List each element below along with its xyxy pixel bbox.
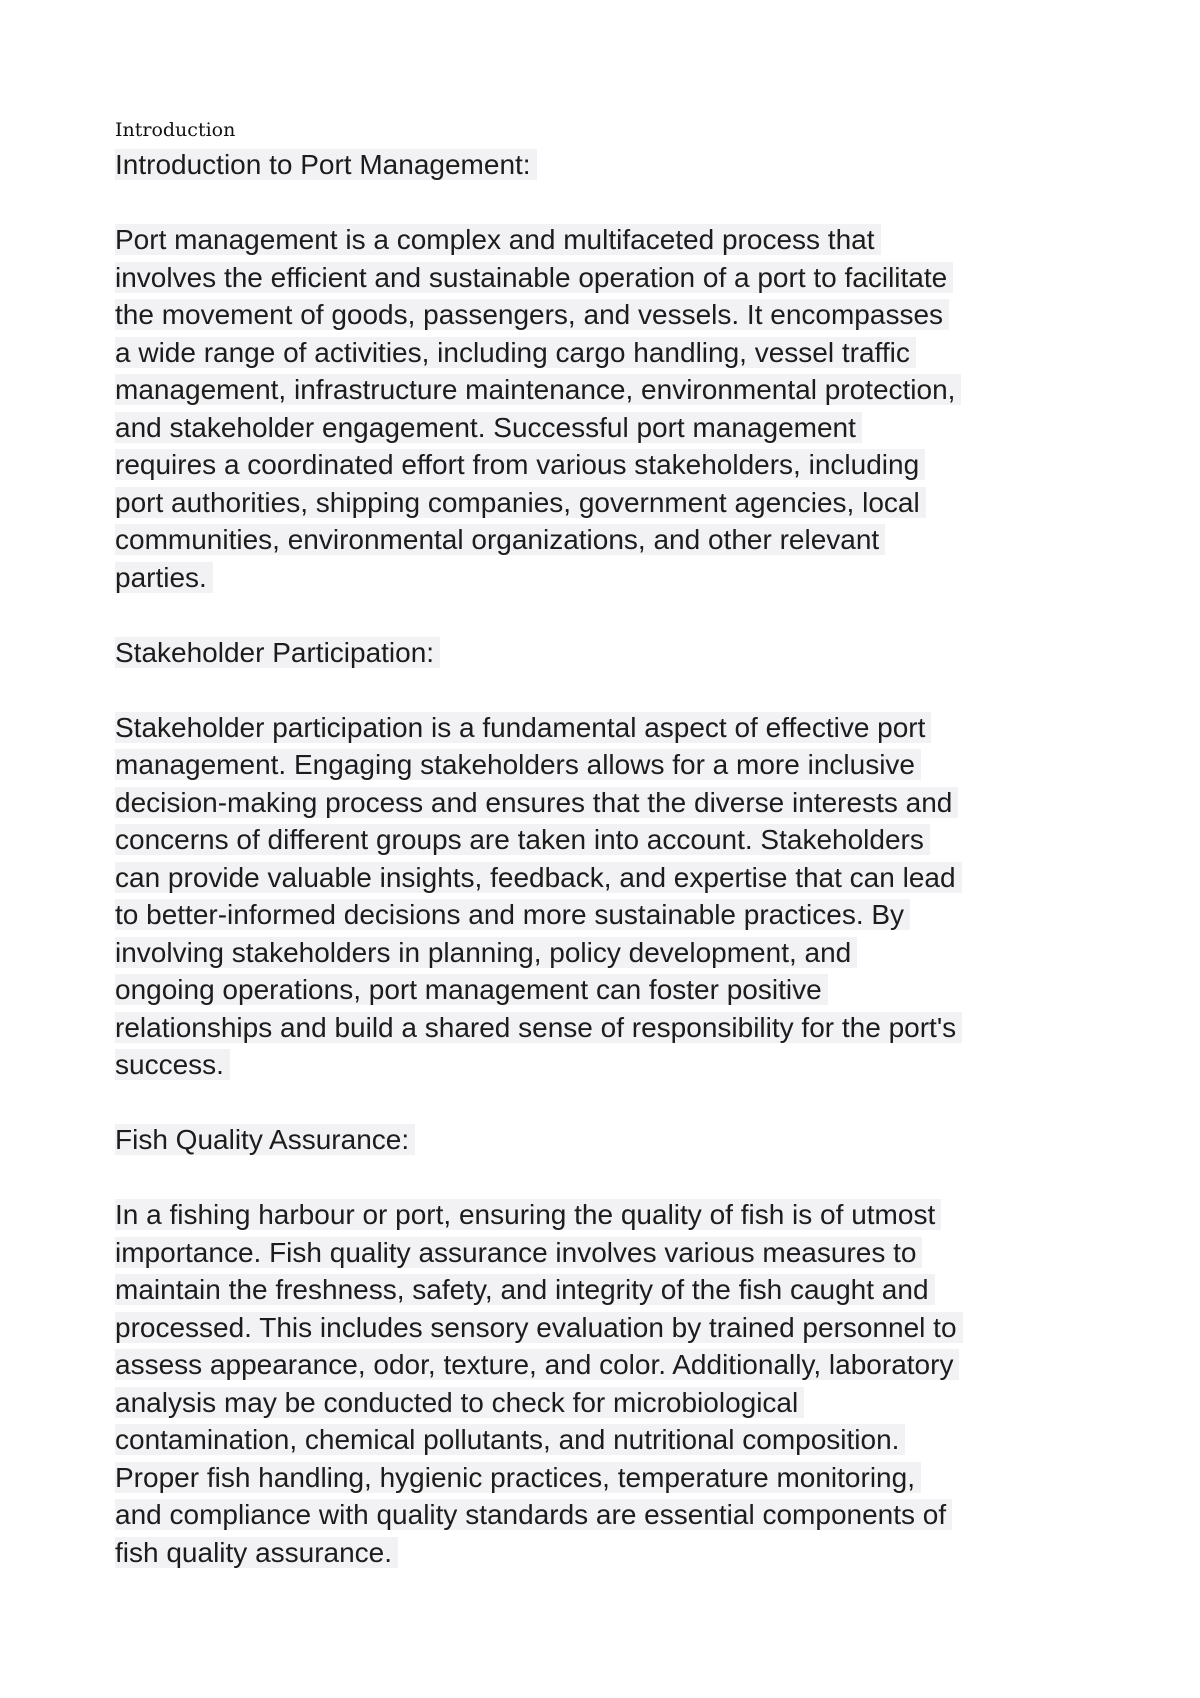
paragraph-line: communities, environmental organizations, and other relevant: [115, 521, 1115, 559]
paragraph-line: Port management is a complex and multifaceted process that: [115, 221, 1115, 259]
paragraph-line: parties.: [115, 559, 1115, 597]
paragraph-line: decision-making process and ensures that the diverse interests and: [115, 784, 1115, 822]
paragraph-line: Stakeholder participation is a fundamental aspect of effective port: [115, 709, 1115, 747]
paragraph-line: assess appearance, odor, texture, and color. Additionally, laboratory: [115, 1346, 1115, 1384]
paragraph-line: importance. Fish quality assurance involves various measures to: [115, 1234, 1115, 1272]
paragraph-line: management. Engaging stakeholders allows for a more inclusive: [115, 746, 1115, 784]
paragraph-line: and compliance with quality standards are essential components of: [115, 1496, 1115, 1534]
section-heading: Fish Quality Assurance:: [115, 1121, 1115, 1159]
paragraph-line: a wide range of activities, including cargo handling, vessel traffic: [115, 334, 1115, 372]
section-paragraph: [115, 221, 1115, 596]
paragraph-line: processed. This includes sensory evaluation by trained personnel to: [115, 1309, 1115, 1347]
paragraph-line: can provide valuable insights, feedback, and expertise that can lead: [115, 859, 1115, 897]
paragraph-line: involves the efficient and sustainable operation of a port to facilitate: [115, 259, 1115, 297]
document-label: Introduction: [115, 119, 236, 141]
paragraph-line: success.: [115, 1046, 1115, 1084]
paragraph-line: the movement of goods, passengers, and vessels. It encompasses: [115, 296, 1115, 334]
section-heading: Introduction to Port Management:: [115, 146, 1115, 184]
paragraph-line: fish quality assurance.: [115, 1534, 1115, 1572]
paragraph-line: concerns of different groups are taken into account. Stakeholders: [115, 821, 1115, 859]
paragraph-line: requires a coordinated effort from various stakeholders, including: [115, 446, 1115, 484]
section-fish-quality-assurance: [115, 1121, 1115, 1571]
paragraph-line: management, infrastructure maintenance, environmental protection,: [115, 371, 1115, 409]
paragraph-line: to better-informed decisions and more sustainable practices. By: [115, 896, 1115, 934]
paragraph-line: maintain the freshness, safety, and integrity of the fish caught and: [115, 1271, 1115, 1309]
paragraph-line: involving stakeholders in planning, policy development, and: [115, 934, 1115, 972]
section-port-management: [115, 146, 1115, 596]
paragraph-line: port authorities, shipping companies, government agencies, local: [115, 484, 1115, 522]
section-paragraph: [115, 709, 1115, 1084]
paragraph-line: Proper fish handling, hygienic practices, temperature monitoring,: [115, 1459, 1115, 1497]
paragraph-line: and stakeholder engagement. Successful port management: [115, 409, 1115, 447]
paragraph-line: relationships and build a shared sense of responsibility for the port's: [115, 1009, 1115, 1047]
paragraph-line: analysis may be conducted to check for microbiological: [115, 1384, 1115, 1422]
paragraph-line: In a fishing harbour or port, ensuring the quality of fish is of utmost: [115, 1196, 1115, 1234]
paragraph-line: ongoing operations, port management can foster positive: [115, 971, 1115, 1009]
paragraph-line: contamination, chemical pollutants, and nutritional composition.: [115, 1421, 1115, 1459]
document-body: [115, 118, 1115, 1571]
section-paragraph: [115, 1196, 1115, 1571]
section-stakeholder-participation: [115, 634, 1115, 1084]
section-heading: Stakeholder Participation:: [115, 634, 1115, 672]
